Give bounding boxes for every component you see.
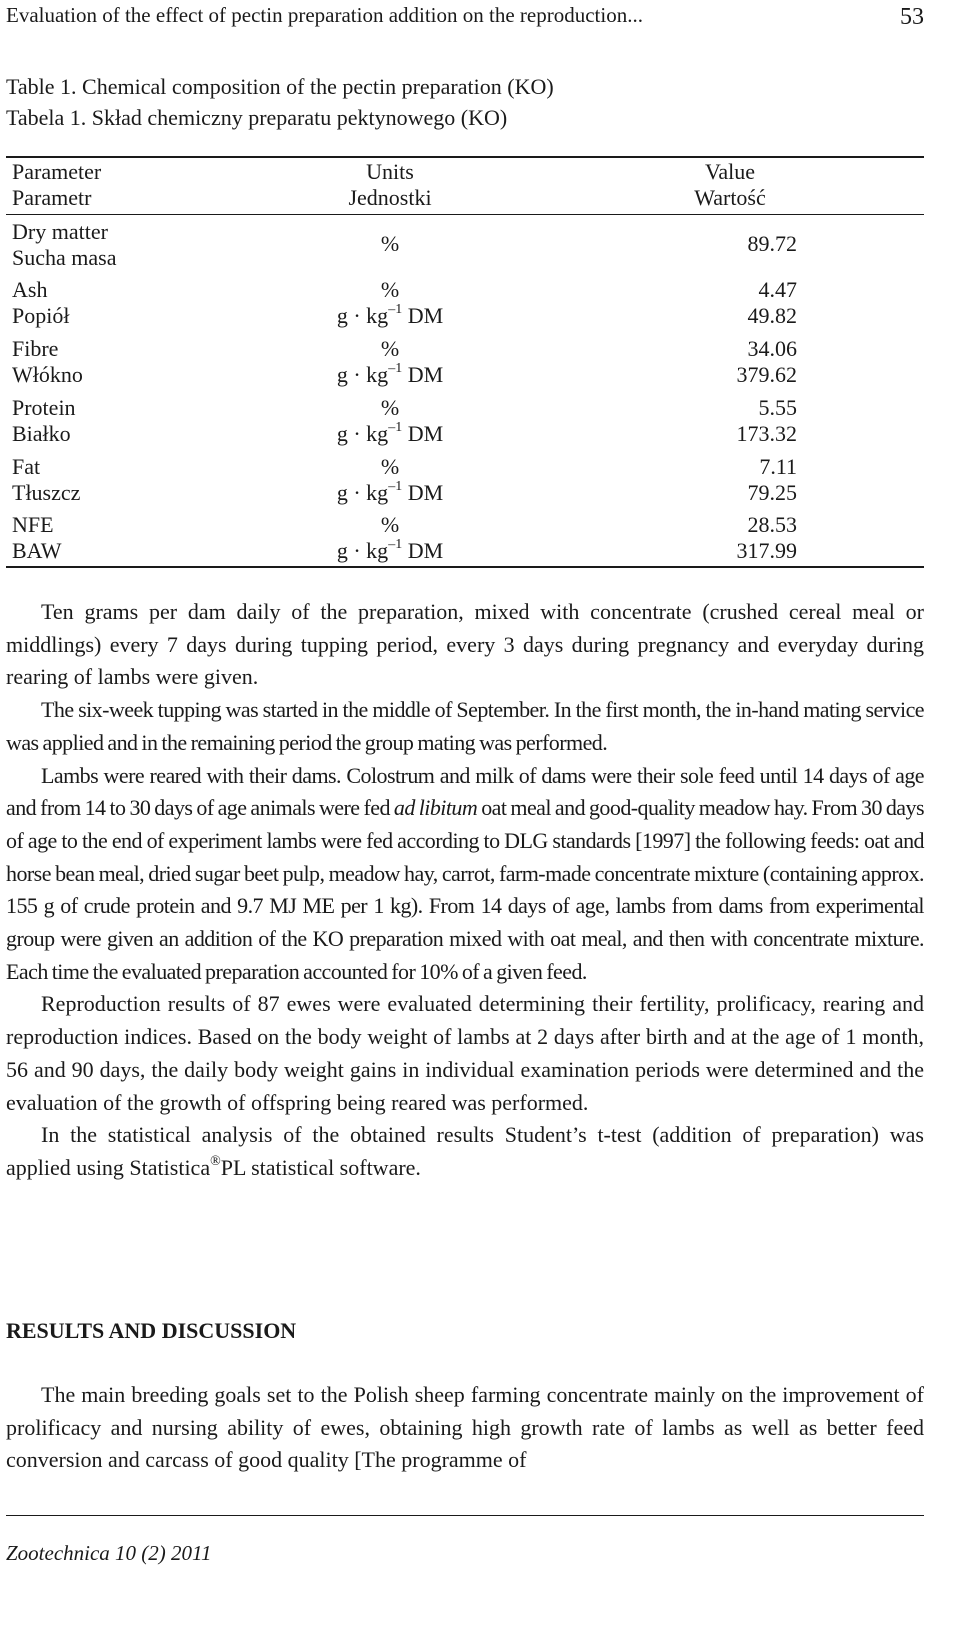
paragraph-reproduction: Reproduction results of 87 ewes were evaluated determining their fertility, prolificacy, rearing and reproduction indices. Based on the body weight of lambs at 2 days after birth and at the age of 1 month, 56 and 90 days, the daily body weight gains in individual examination periods were determined and the evaluation of the growth of offspring being reared was performed. <box>6 991 924 1115</box>
value-fibre-g-kg: 379.62 <box>736 362 797 387</box>
value-nfe-percent: 28.53 <box>747 512 797 537</box>
param-dry-matter-pl: Sucha masa <box>12 245 117 270</box>
param-fat-pl: Tłuszcz <box>12 480 81 505</box>
unit-percent: % <box>380 336 400 361</box>
table-header-rule <box>6 214 924 215</box>
param-nfe-en: NFE <box>12 512 54 537</box>
param-fibre-en: Fibre <box>12 336 59 361</box>
unit-percent: % <box>380 277 400 302</box>
journal-footer: Zootechnica 10 (2) 2011 <box>6 1541 212 1565</box>
running-title: Evaluation of the effect of pectin preparation addition on the reproduction... <box>6 3 643 27</box>
unit-g-kg-dm: $g \cdot kg^{-1}$ DM <box>336 360 444 387</box>
running-header <box>6 0 924 34</box>
footer-rule <box>6 1515 924 1516</box>
header-value-pl: Wartość <box>694 185 766 210</box>
section-heading: RESULTS AND DISCUSSION <box>6 1318 297 1343</box>
unit-percent: % <box>380 395 400 420</box>
paragraph-breeding-goals: The main breeding goals set to the Polish sheep farming concentrate mainly on the improvement of prolificacy and nursing ability of ewes, obtaining high growth rate of lambs as well as better feed conversion and carcass of good quality [The programme of <box>6 1382 924 1473</box>
param-ash-pl: Popiół <box>12 303 70 328</box>
value-protein-g-kg: 173.32 <box>736 421 797 446</box>
param-ash-en: Ash <box>12 277 48 302</box>
table-top-rule <box>6 156 924 158</box>
value-dry-matter: 89.72 <box>747 231 797 256</box>
unit-percent: % <box>380 454 400 479</box>
param-nfe-pl: BAW <box>12 538 62 563</box>
param-protein-pl: Białko <box>12 421 71 446</box>
page-number: 53 <box>900 4 924 30</box>
header-parameter-en: Parameter <box>12 159 102 184</box>
unit-percent: % <box>380 231 400 256</box>
unit-g-kg-dm: $g \cdot kg^{-1}$ DM <box>336 301 444 328</box>
param-fibre-pl: Włókno <box>12 362 83 387</box>
value-ash-g-kg: 49.82 <box>747 303 797 328</box>
table-caption-en: Table 1. Chemical composition of the pectin preparation (KO) <box>6 74 554 99</box>
header-units-en: Units <box>366 159 414 184</box>
value-protein-percent: 5.55 <box>758 395 797 420</box>
value-fat-g-kg: 79.25 <box>747 480 797 505</box>
paragraph-statistics: In the statistical analysis of the obtained results Student’s t-test (addition of preparation) was applied using Statistica®PL statistical software. <box>6 1122 924 1180</box>
table-bottom-rule <box>6 566 924 568</box>
value-fibre-percent: 34.06 <box>747 336 797 361</box>
unit-g-kg-dm: $g \cdot kg^{-1}$ DM <box>336 419 444 446</box>
unit-percent: % <box>380 512 400 537</box>
paragraph-lamb-rearing: Lambs were reared with their dams. Colostrum and milk of dams were their sole feed until 14 days of age and from 14 to 30 days of age animals were fed ad libitum oat meal and good-quality meadow hay. From 30 days of age to the end of experiment lambs were fed according to DLG standards [1997] the following feeds: oat and horse bean meal, dried sugar beet pulp, meadow hay, carrot, farm-made concentrate mixture (containing approx. 155 g of crude protein and 9.7 MJ ME per 1 kg). From 14 days of age, lambs from dams from experimental group were given an addition of the KO preparation mixed with oat meal, and then with concentrate mixture. Each time the evaluated preparation accounted for 10% of a given feed. <box>6 762 924 984</box>
header-units-pl: Jednostki <box>348 185 432 210</box>
methods-text <box>6 596 924 1185</box>
value-nfe-g-kg: 317.99 <box>736 538 797 563</box>
value-ash-percent: 4.47 <box>758 277 797 302</box>
unit-g-kg-dm: $g \cdot kg^{-1}$ DM <box>336 536 444 563</box>
results-text <box>6 1379 924 1477</box>
table-caption-pl: Tabela 1. Skład chemiczny preparatu pektynowego (KO) <box>6 105 508 130</box>
paragraph-tupping: The six-week tupping was started in the middle of September. In the first month, the in-hand mating service was applied and in the remaining period the group mating was performed. <box>6 697 924 755</box>
header-parameter-pl: Parametr <box>12 185 92 210</box>
paragraph-feeding: Ten grams per dam daily of the preparation, mixed with concentrate (crushed cereal meal or middlings) every 7 days during tupping period, every 3 days during pregnancy and everyday during rearing of lambs were given. <box>6 599 924 690</box>
unit-g-kg-dm: $g \cdot kg^{-1}$ DM <box>336 478 444 505</box>
header-value-en: Value <box>704 159 756 184</box>
param-protein-en: Protein <box>12 395 76 420</box>
param-fat-en: Fat <box>12 454 41 479</box>
value-fat-percent: 7.11 <box>759 454 797 479</box>
param-dry-matter-en: Dry matter <box>12 219 108 244</box>
